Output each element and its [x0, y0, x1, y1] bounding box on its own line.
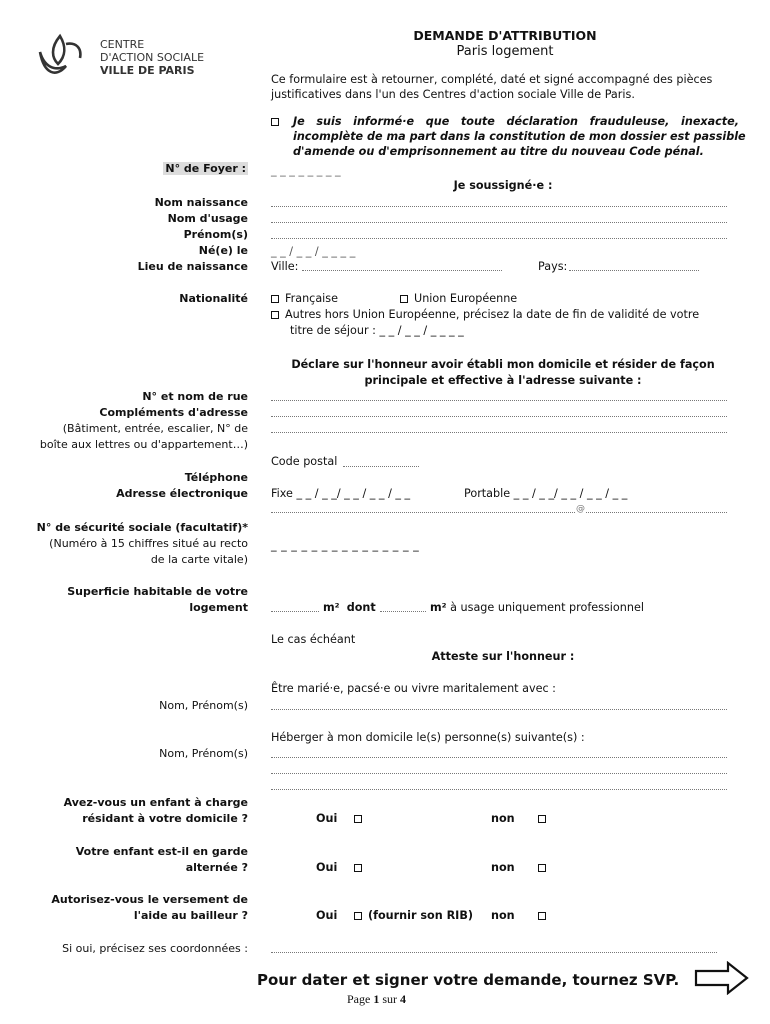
logo [36, 32, 84, 87]
q2-oui-checkbox[interactable] [354, 864, 362, 872]
page-current: 1 [373, 992, 380, 1006]
page-word: Page [347, 992, 371, 1006]
complements-label: Compléments d'adresse [99, 406, 248, 419]
nee-le-field[interactable]: _ _ / _ _ / _ _ _ _ [271, 245, 356, 258]
q1-line-2: résidant à votre domicile ? [82, 812, 248, 825]
right-arrow-icon [694, 961, 750, 995]
nee-le-label: Né(e) le [198, 244, 248, 257]
cas-logo-icon [36, 32, 84, 84]
q3-line-2: l'aide au bailleur ? [133, 909, 248, 922]
nom-naissance-field[interactable] [271, 206, 727, 207]
nom-usage-label: Nom d'usage [167, 212, 248, 225]
heberger-field-2[interactable] [271, 773, 727, 774]
turn-page-note: Pour dater et signer votre demande, tournez SVP. [257, 971, 680, 989]
cas-label: Le cas échéant [271, 633, 356, 646]
intro-text: Ce formulaire est à retourner, complété, daté et signé accompagné des pièces justificatives dans l'un des Centres d'action sociale Ville de Paris. [271, 73, 713, 101]
superficie-m2b: m² [430, 601, 447, 614]
secu-field[interactable]: _ _ _ _ _ _ _ _ _ _ _ _ _ _ _ [271, 539, 420, 552]
email-field-left[interactable] [271, 512, 575, 513]
pays-field[interactable] [569, 270, 699, 271]
logo-line-1: CENTRE [100, 38, 145, 51]
portable-field[interactable]: Portable _ _ / _ _/ _ _ / _ _ / _ _ [464, 487, 628, 500]
francaise-label: Française [285, 292, 338, 305]
heberger-text: Héberger à mon domicile le(s) personne(s) suivante(s) : [271, 731, 585, 744]
superficie-pro-field[interactable] [380, 611, 426, 612]
lieu-naissance-label: Lieu de naissance [137, 260, 248, 273]
heberger-field-3[interactable] [271, 789, 727, 790]
q1-non-label: non [491, 812, 515, 825]
heberger-field-1[interactable] [271, 757, 727, 758]
logo-line-3: VILLE DE PARIS [100, 64, 195, 77]
complements-field-1[interactable] [271, 416, 727, 417]
secu-hint-1: (Numéro à 15 chiffres situé au recto [49, 537, 248, 550]
autres-checkbox[interactable] [271, 311, 279, 319]
complements-hint-2: boîte aux lettres ou d'appartement…) [39, 438, 248, 451]
declaration-checkbox[interactable] [271, 118, 279, 126]
page-total: 4 [400, 992, 406, 1006]
q3-non-checkbox[interactable] [538, 912, 546, 920]
nom-naissance-label: Nom naissance [154, 196, 248, 209]
telephone-label: Téléphone [184, 471, 248, 484]
domicile-line-2: principale et effective à l'adresse suivante : [364, 374, 642, 387]
rue-field[interactable] [271, 400, 727, 401]
adresse-elec-label: Adresse électronique [116, 487, 248, 500]
titre-sejour-field[interactable]: titre de séjour : _ _ / _ _ / _ _ _ _ [290, 324, 464, 337]
nationalite-label: Nationalité [179, 292, 248, 305]
superficie-m2: m² [323, 601, 340, 614]
marie-nom-field[interactable] [271, 709, 727, 710]
q1-oui-label: Oui [316, 812, 338, 825]
coordonnees-field[interactable] [271, 952, 717, 953]
email-field-right[interactable] [586, 512, 727, 513]
prenoms-label: Prénom(s) [183, 228, 248, 241]
secu-label: N° de sécurité sociale (facultatif)* [36, 521, 248, 534]
secu-hint-2: de la carte vitale) [150, 553, 248, 566]
foyer-label: N° de Foyer : [165, 162, 246, 175]
q3-oui-checkbox[interactable] [354, 912, 362, 920]
heberger-nom-label: Nom, Prénom(s) [159, 747, 248, 760]
foyer-input[interactable]: _ _ _ _ _ _ _ _ [271, 164, 341, 177]
rue-label: N° et nom de rue [142, 390, 248, 403]
nom-usage-field[interactable] [271, 222, 727, 223]
q3-oui-label: Oui [316, 909, 338, 922]
superficie-suffix: à usage uniquement professionnel [450, 601, 644, 614]
pays-label: Pays: [538, 260, 568, 273]
code-postal-field[interactable] [343, 466, 419, 467]
superficie-label-1: Superficie habitable de votre [67, 585, 248, 598]
ue-label: Union Européenne [414, 292, 518, 305]
email-at-sign: @ [576, 504, 585, 514]
logo-line-2: D'ACTION SOCIALE [100, 51, 205, 64]
soussigne-heading: Je soussigné·e : [453, 179, 553, 192]
superficie-total-field[interactable] [271, 611, 319, 612]
q2-line-2: alternée ? [185, 861, 248, 874]
autres-label: Autres hors Union Européenne, précisez la date de fin de validité de votre [285, 308, 700, 321]
q3-rib-note: (fournir son RIB) [368, 909, 473, 922]
prenoms-field[interactable] [271, 238, 727, 239]
q2-non-checkbox[interactable] [538, 864, 546, 872]
q3-line-1: Autorisez-vous le versement de [51, 893, 248, 906]
page-subtitle: Paris logement [456, 44, 554, 59]
q2-line-1: Votre enfant est-il en garde [75, 845, 248, 858]
complements-field-2[interactable] [271, 432, 727, 433]
coordonnees-label: Si oui, précisez ses coordonnées : [62, 942, 248, 955]
ville-label: Ville: [271, 260, 299, 273]
fixe-field[interactable]: Fixe _ _ / _ _/ _ _ / _ _ / _ _ [271, 487, 411, 500]
ue-checkbox[interactable] [400, 295, 408, 303]
ville-field[interactable] [302, 270, 502, 271]
declaration-line-2: incomplète de ma part dans la constitution de mon dossier est passible [293, 130, 746, 143]
q1-line-1: Avez-vous un enfant à charge [63, 796, 248, 809]
q2-non-label: non [491, 861, 515, 874]
page-title: DEMANDE D'ATTRIBUTION [413, 28, 597, 43]
code-postal-label: Code postal [271, 455, 338, 468]
declaration-line-1: Je suis informé·e que toute déclaration frauduleuse, inexacte, [293, 115, 739, 128]
page-sur: sur [382, 992, 397, 1006]
marie-nom-label: Nom, Prénom(s) [159, 699, 248, 712]
declaration-line-3: d'amende ou d'emprisonnement au titre du nouveau Code pénal. [293, 145, 704, 158]
superficie-dont: dont [346, 601, 376, 614]
superficie-label-2: logement [189, 601, 248, 614]
q2-oui-label: Oui [316, 861, 338, 874]
domicile-line-1: Déclare sur l'honneur avoir établi mon domicile et résider de façon [291, 358, 715, 371]
q3-non-label: non [491, 909, 515, 922]
complements-hint-1: (Bâtiment, entrée, escalier, N° de [62, 422, 248, 435]
marie-text: Être marié·e, pacsé·e ou vivre maritalement avec : [271, 682, 556, 695]
francaise-checkbox[interactable] [271, 295, 279, 303]
atteste-heading: Atteste sur l'honneur : [431, 650, 575, 663]
q1-oui-checkbox[interactable] [354, 815, 362, 823]
q1-non-checkbox[interactable] [538, 815, 546, 823]
